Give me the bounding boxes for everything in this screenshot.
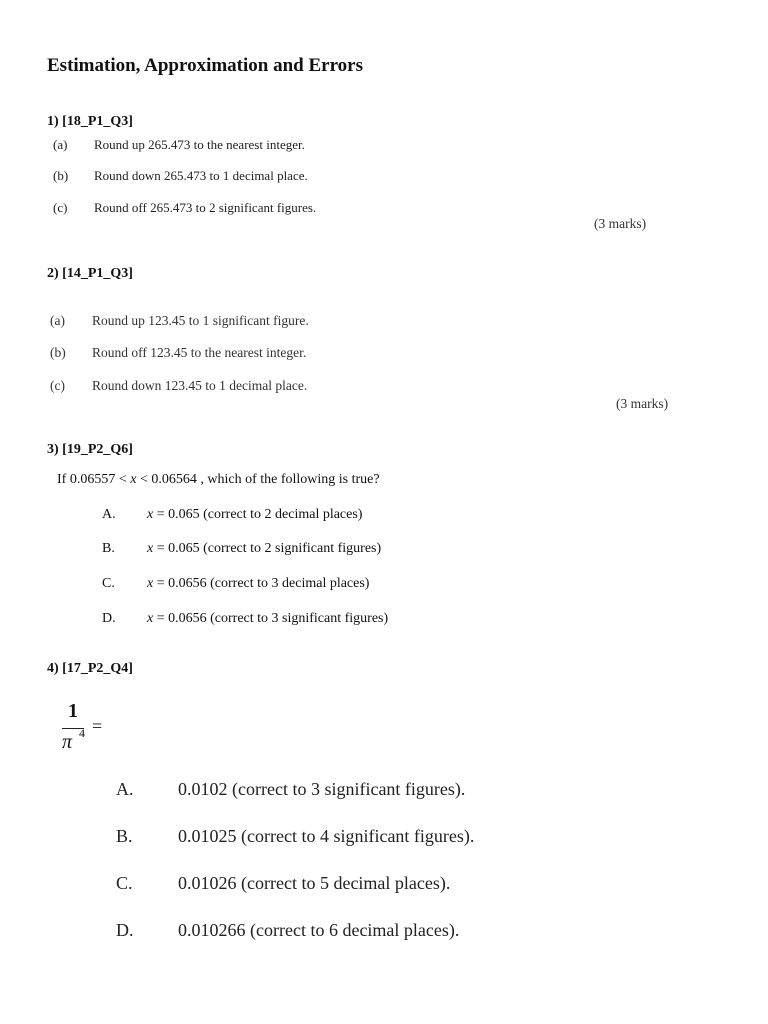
equals-sign: = — [92, 716, 103, 736]
option-text: = 0.065 (correct to 2 significant figures) — [153, 541, 382, 556]
option-variable: x — [147, 576, 154, 591]
option-variable: x — [147, 541, 154, 556]
option-variable: x — [147, 611, 154, 626]
question-4-option-a-text: 0.0102 (correct to 3 significant figures). — [178, 779, 466, 799]
question-3-option-c-label: C. — [102, 576, 115, 591]
question-2-header: 2) [14_P1_Q3] — [47, 266, 133, 281]
question-3-option-b-text — [147, 541, 381, 557]
question-4-option-d-label: D. — [116, 920, 134, 940]
question-1-header: 1) [18_P1_Q3] — [47, 114, 133, 129]
question-3-option-d-label: D. — [102, 611, 116, 626]
question-4-expression — [58, 700, 118, 760]
question-4-option-d-text: 0.010266 (correct to 6 decimal places). — [178, 920, 460, 940]
question-3-option-c-text — [147, 576, 369, 592]
question-1-part-b-label: (b) — [53, 168, 69, 183]
question-2-part-a-text: Round up 123.45 to 1 significant figure. — [92, 313, 309, 328]
question-3-option-d-text — [147, 611, 388, 627]
question-2-part-b-label: (b) — [50, 345, 66, 360]
question-4-option-b-text: 0.01025 (correct to 4 significant figures). — [178, 826, 475, 846]
question-3-stem — [57, 472, 380, 488]
question-3-header: 3) [19_P2_Q6] — [47, 442, 133, 457]
question-3-option-a-label: A. — [102, 507, 116, 522]
question-1-part-c-text: Round off 265.473 to 2 significant figures. — [94, 200, 317, 215]
question-3-stem-variable: x — [130, 472, 137, 487]
option-text: = 0.0656 (correct to 3 decimal places) — [153, 576, 370, 591]
fraction-exponent: 4 — [79, 726, 85, 740]
fraction-denominator: π — [62, 731, 73, 753]
question-1-part-b-text: Round down 265.473 to 1 decimal place. — [94, 168, 308, 183]
option-text: = 0.0656 (correct to 3 significant figures) — [153, 611, 389, 626]
question-4-header: 4) [17_P2_Q4] — [47, 661, 133, 676]
question-3-stem-prefix: If 0.06557 < — [57, 472, 131, 487]
question-2-part-c-label: (c) — [50, 378, 65, 393]
question-1-part-a-label: (a) — [53, 137, 68, 152]
question-3-option-b-label: B. — [102, 541, 115, 556]
option-text: = 0.065 (correct to 2 decimal places) — [153, 507, 363, 522]
question-2-marks: (3 marks) — [616, 396, 669, 411]
question-2-part-b-text: Round off 123.45 to the nearest integer. — [92, 345, 307, 360]
question-1-part-c-label: (c) — [53, 200, 68, 215]
question-2-part-a-label: (a) — [50, 313, 65, 328]
question-1-marks: (3 marks) — [594, 216, 647, 231]
fraction-numerator: 1 — [68, 700, 78, 722]
option-variable: x — [147, 507, 154, 522]
page-title: Estimation, Approximation and Errors — [47, 55, 364, 76]
question-4-option-c-label: C. — [116, 873, 133, 893]
question-2-part-c-text: Round down 123.45 to 1 decimal place. — [92, 378, 308, 393]
question-1-part-a-text: Round up 265.473 to the nearest integer. — [94, 137, 305, 152]
question-4-option-c-text: 0.01026 (correct to 5 decimal places). — [178, 873, 451, 893]
question-4-option-b-label: B. — [116, 826, 133, 846]
question-3-stem-suffix: < 0.06564 , which of the following is true? — [136, 472, 380, 487]
question-3-option-a-text — [147, 507, 362, 523]
question-4-option-a-label: A. — [116, 779, 134, 799]
